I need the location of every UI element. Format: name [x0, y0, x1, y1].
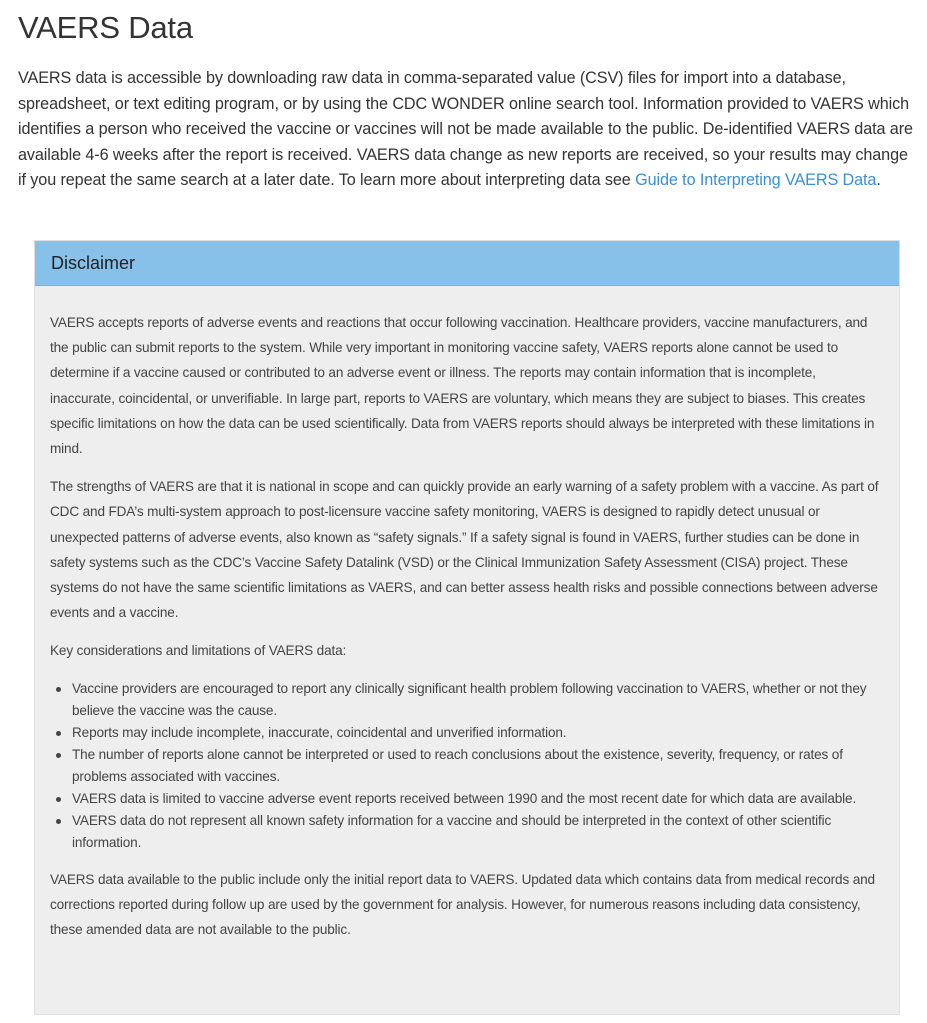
bullet-icon — [56, 797, 61, 802]
guide-link[interactable]: Guide to Interpreting VAERS Data — [635, 171, 877, 190]
limitations-list — [50, 678, 883, 854]
list-item-text: The number of reports alone cannot be interpreted or used to reach conclusions about the existence, severity, frequency, or rates of problems associated with vaccines. — [72, 746, 843, 784]
list-item-text: VAERS data is limited to vaccine adverse event reports received between 1990 and the most recent date for which data are available. — [72, 790, 857, 806]
bullet-icon — [56, 687, 61, 692]
disclaimer-title: Disclaimer — [51, 252, 136, 273]
bullet-icon — [56, 819, 61, 824]
disclaimer-paragraph-1: VAERS accepts reports of adverse events and reactions that occur following vaccination. Healthcare providers, vaccine manufacturers, and the public can submit reports to the system. While very important in monitoring vaccine safety, VAERS reports alone cannot be used to determine if a vaccine caused or contributed to an adverse event or illness. The reports may contain information that is incomplete, inaccurate, coincidental, or unverifiable. In large part, reports to VAERS are voluntary, which means they are subject to biases. This creates specific limitations on how the data can be used scientifically. Data from VAERS reports should always be interpreted with these limitations in mind. — [50, 315, 875, 457]
bullet-icon — [56, 753, 61, 758]
intro-paragraph — [18, 66, 918, 194]
key-considerations-heading: Key considerations and limitations of VAERS data: — [50, 643, 347, 659]
disclaimer-paragraph-3: VAERS data available to the public include only the initial report data to VAERS. Updated data which contains data from medical records and corrections reported during follow up are used by the government for analysis. However, for numerous reasons including data consistency, these amended data are not available to the public. — [50, 871, 875, 938]
intro-text: VAERS data is accessible by downloading raw data in comma-separated value (CSV) files for import into a database, spreadsheet, or text editing program, or by using the CDC WONDER online search tool. Information provided to VAERS which identifies a person who received the vaccine or vaccines will not be made available to the public. De-identified VAERS data are available 4-6 weeks after the report is received. VAERS data change as new reports are received, so your results may change if you repeat the same search at a later date. To learn more about interpreting data see — [18, 69, 913, 190]
list-item — [50, 678, 883, 722]
intro-end: . — [876, 171, 881, 190]
disclaimer-panel — [34, 240, 900, 1015]
list-item — [50, 788, 883, 810]
disclaimer-paragraph-2: The strengths of VAERS are that it is national in scope and can quickly provide an early warning of a safety problem with a vaccine. As part of CDC and FDA’s multi-system approach to post-licensure vaccine safety monitoring, VAERS is designed to rapidly detect unusual or unexpected patterns of adverse events, also known as “safety signals.” If a safety signal is found in VAERS, further studies can be done in safety systems such as the CDC’s Vaccine Safety Datalink (VSD) or the Clinical Immunization Safety Assessment (CISA) project. These systems do not have the same scientific limitations as VAERS, and can better assess health risks and possible connections between adverse events and a vaccine. — [50, 479, 879, 621]
disclaimer-header — [35, 241, 899, 286]
page-title: VAERS Data — [18, 10, 193, 45]
list-item-text: Vaccine providers are encouraged to report any clinically significant health problem following vaccination to VAERS, whether or not they believe the vaccine was the cause. — [72, 680, 867, 718]
list-item — [50, 744, 883, 788]
list-item-text: VAERS data do not represent all known safety information for a vaccine and should be interpreted in the context of other scientific information. — [72, 812, 832, 850]
list-item — [50, 810, 883, 854]
list-item-text: Reports may include incomplete, inaccurate, coincidental and unverified information. — [72, 724, 567, 740]
bullet-icon — [56, 731, 61, 736]
list-item — [50, 722, 883, 744]
disclaimer-body — [35, 286, 899, 942]
